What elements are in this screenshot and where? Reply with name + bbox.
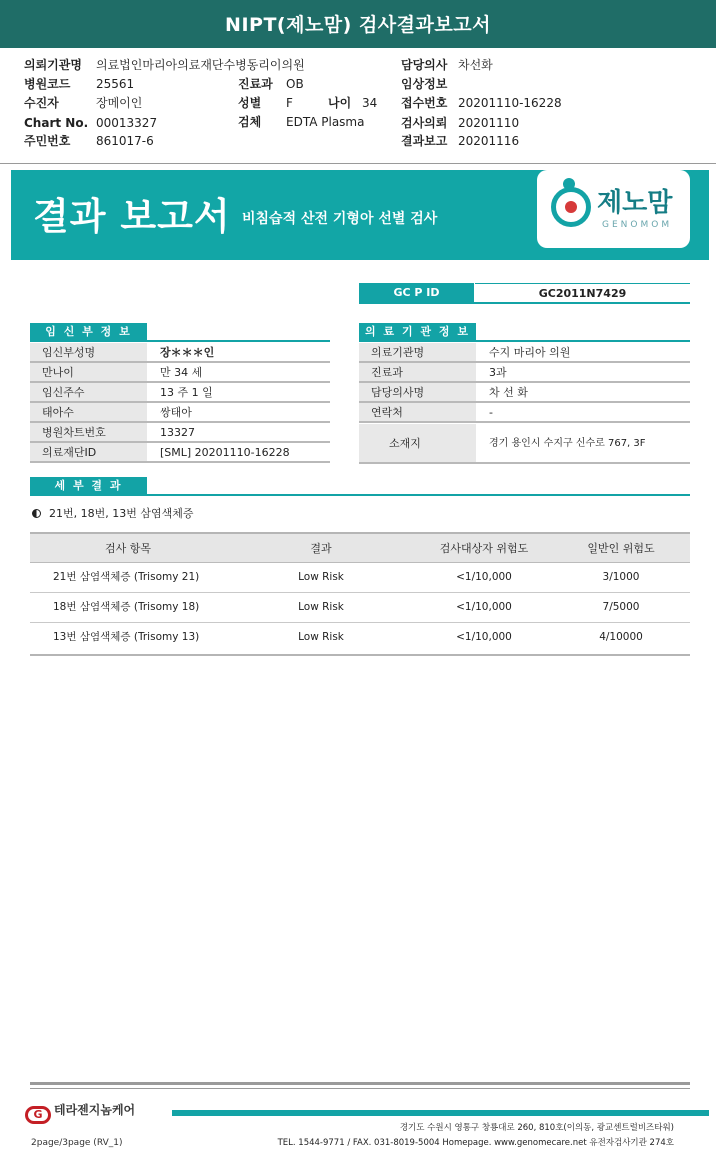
header-hospital-code-label: 병원코드 [24, 77, 71, 91]
pregnant-foundation-label: 의료재단ID [30, 443, 147, 462]
footer-address [278, 1121, 674, 1151]
table-row [30, 563, 690, 593]
pregnant-name-label: 임신부성명 [30, 343, 147, 362]
row-divider [359, 421, 690, 423]
details-section-title: 세 부 결 과 [30, 477, 147, 495]
pregnant-row-weeks [30, 383, 330, 403]
col-header-result: 결과 [310, 542, 332, 555]
pregnant-section-rule [30, 340, 330, 342]
institution-contact-value: - [489, 406, 493, 419]
institution-row-name [359, 343, 690, 363]
cell-general-risk: 3/1000 [602, 571, 640, 583]
header-rrn-label: 주민번호 [24, 134, 71, 148]
cell-item: 18번 삼염색체증 (Trisomy 18) [53, 601, 200, 613]
footer-address-line1: 경기도 수원시 영통구 창룡대로 260, 810호(이의동, 광교센트럴비즈타워) [399, 1123, 674, 1133]
footer-rule-thick [30, 1082, 690, 1085]
report-title: NIPT(제노맘) 검사결과보고서 [0, 0, 716, 48]
col-header-item: 검사 항목 [104, 542, 151, 555]
header-rrn [24, 133, 154, 149]
header-dept-value: OB [286, 77, 304, 91]
g-logo-icon: G [25, 1106, 51, 1124]
pregnant-fetus-value: 쌍태아 [160, 406, 192, 419]
institution-dept-label: 진료과 [359, 363, 476, 382]
mother-head-icon [563, 178, 575, 190]
header-divider [0, 163, 716, 164]
institution-dept-value: 3과 [489, 366, 507, 379]
details-section-rule [30, 494, 690, 496]
header-age-value: 34 [362, 96, 378, 110]
header-request-value: 20201110 [458, 116, 520, 130]
cell-result: Low Risk [298, 571, 344, 583]
header-report-label: 결과보고 [401, 134, 448, 148]
header-chart-label: Chart No. [24, 116, 89, 130]
institution-row-dept [359, 363, 690, 383]
header-specimen-label: 검체 [238, 115, 262, 129]
pregnant-row-fetus [30, 403, 330, 423]
header-doctor-value: 차선화 [458, 58, 493, 72]
pregnant-fetus-label: 태아수 [30, 403, 147, 422]
footer-teal-bar [172, 1110, 709, 1116]
institution-doctor-label: 담당의사명 [359, 383, 476, 402]
header-dept-label: 진료과 [238, 77, 273, 91]
gcpid-rule [359, 302, 690, 304]
header-specimen-value: EDTA Plasma [286, 115, 365, 129]
institution-name-label: 의료기관명 [359, 343, 476, 362]
institution-name-value: 수지 마리아 의원 [489, 346, 571, 359]
pregnant-row-name [30, 343, 330, 363]
header-hospital-code [24, 76, 134, 92]
page-number: 2page/3page (RV_1) [31, 1138, 123, 1148]
genomom-logo [537, 170, 690, 248]
cell-result: Low Risk [298, 601, 344, 613]
header-receipt [401, 95, 562, 111]
pregnant-age-label: 만나이 [30, 363, 147, 382]
institution-section-rule [359, 340, 690, 342]
header-age-label: 나이 [328, 96, 352, 110]
footer-address-line2: TEL. 1544-9771 / FAX. 031-8019-5004 Homepage. www.genomecare.net 유전자검사기관 274호 [277, 1138, 674, 1148]
half-circle-icon [32, 509, 41, 518]
gcpid-value: GC2011N7429 [475, 283, 690, 303]
header-doctor-label: 담당의사 [401, 58, 448, 72]
banner-subtitle: 비침습적 산전 기형아 선별 검사 [242, 211, 438, 227]
institution-doctor-value: 차 선 화 [489, 386, 528, 399]
logo-text: 제노맘 [597, 188, 673, 218]
header-rrn-value: 861017-6 [96, 134, 154, 148]
panel-label [32, 507, 193, 521]
institution-address-value: 경기 용인시 수지구 신수로 767, 3F [489, 438, 646, 449]
table-bottom-rule [30, 654, 690, 656]
header-chart-value: 00013327 [96, 116, 158, 130]
cell-result: Low Risk [298, 631, 344, 643]
header-sex-value: F [286, 96, 293, 110]
institution-address-label: 소재지 [359, 424, 476, 464]
mother-baby-icon [551, 187, 591, 227]
company-name: 테라젠지놈케어 [54, 1103, 136, 1117]
baby-dot-icon [565, 201, 577, 213]
cell-item: 21번 삼염색체증 (Trisomy 21) [53, 571, 200, 583]
table-row [30, 593, 690, 623]
pregnant-chart-value: 13327 [160, 426, 195, 439]
pregnant-weeks-value: 13 주 1 일 [160, 386, 213, 399]
col-header-general-risk: 일반인 위험도 [587, 542, 655, 555]
header-institution-label: 의뢰기관명 [24, 58, 82, 72]
pregnant-row-chart [30, 423, 330, 443]
panel-label-text: 21번, 18번, 13번 삼염색체증 [49, 507, 194, 520]
header-request [401, 115, 519, 131]
institution-row-doctor [359, 383, 690, 403]
banner-title: 결과 보고서 [33, 195, 231, 238]
header-chart-no [24, 115, 157, 131]
header-clinical [401, 76, 458, 92]
cell-general-risk: 4/10000 [599, 631, 643, 643]
header-report-value: 20201116 [458, 134, 520, 148]
header-hospital-code-value: 25561 [96, 77, 135, 91]
pregnant-weeks-label: 임신주수 [30, 383, 147, 402]
header-request-label: 검사의뢰 [401, 116, 448, 130]
header-examinee-value: 장메이인 [96, 96, 143, 110]
header-dept [238, 76, 304, 92]
cell-subject-risk: <1/10,000 [456, 601, 512, 613]
footer-rule-thin [30, 1088, 690, 1089]
cell-general-risk: 7/5000 [602, 601, 640, 613]
header-sex [238, 95, 377, 111]
cell-item: 13번 삼염색체증 (Trisomy 13) [53, 631, 200, 643]
header-receipt-value: 20201110-16228 [458, 96, 562, 110]
header-doctor [401, 57, 493, 73]
header-examinee [24, 95, 142, 111]
gcpid-label: GC P ID [359, 283, 474, 303]
logo-subtext: GENOMOM [602, 220, 673, 230]
header-specimen [238, 114, 364, 130]
pregnant-row-age [30, 363, 330, 383]
pregnant-row-foundation-id [30, 443, 330, 463]
pregnant-chart-label: 병원차트번호 [30, 423, 147, 442]
cell-subject-risk: <1/10,000 [456, 631, 512, 643]
pregnant-foundation-value: [SML] 20201110-16228 [160, 446, 290, 459]
table-row [30, 623, 690, 653]
cell-subject-risk: <1/10,000 [456, 571, 512, 583]
col-header-subject-risk: 검사대상자 위험도 [439, 542, 529, 555]
pregnant-section-title: 임 신 부 정 보 [30, 323, 147, 341]
results-table-header [30, 532, 690, 563]
header-receipt-label: 접수번호 [401, 96, 448, 110]
institution-section-title: 의 료 기 관 정 보 [359, 323, 476, 341]
pregnant-age-value: 만 34 세 [160, 366, 203, 379]
row-divider [30, 461, 330, 463]
header-report [401, 133, 519, 149]
header-sex-label: 성별 [238, 96, 262, 110]
institution-contact-label: 연락처 [359, 403, 476, 422]
institution-row-contact [359, 403, 690, 423]
header-examinee-label: 수진자 [24, 96, 59, 110]
header-institution [24, 57, 305, 73]
company-logo [25, 1101, 135, 1124]
pregnant-name-value: 장＊＊＊인 [160, 346, 215, 359]
institution-bottom-rule [359, 462, 690, 464]
header-institution-value: 의료법인마리아의료재단수병동리이의원 [96, 58, 305, 72]
header-clinical-label: 임상정보 [401, 77, 448, 91]
result-banner [11, 170, 709, 260]
